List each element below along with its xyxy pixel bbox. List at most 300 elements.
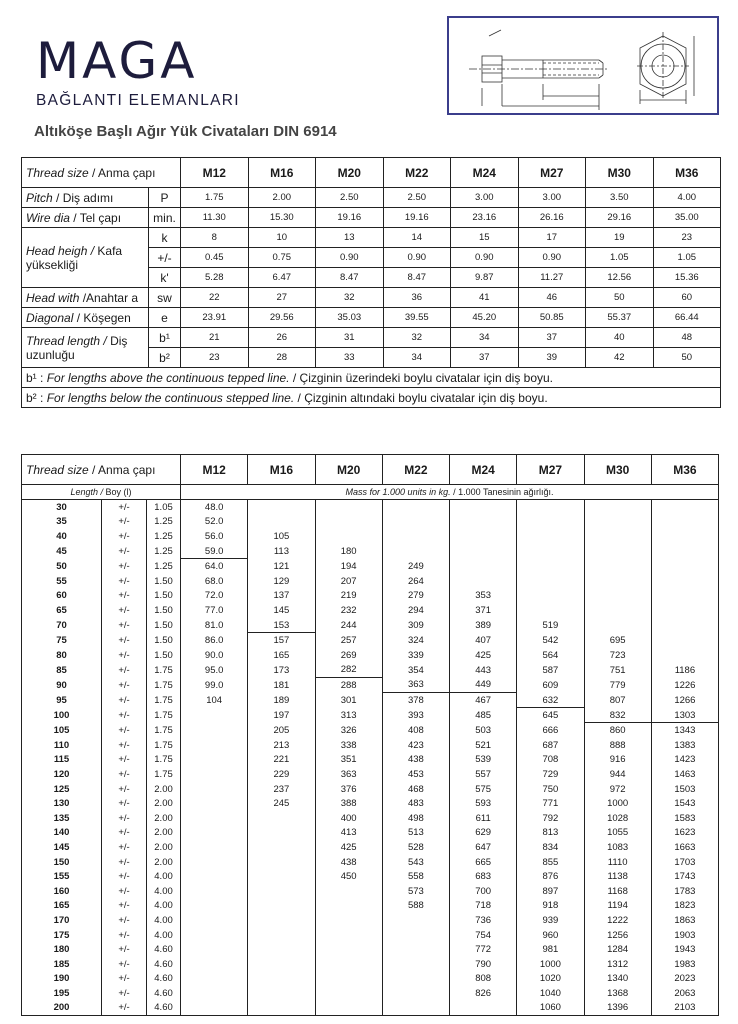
mass-value: 59.0 [181, 544, 248, 559]
mass-value [248, 869, 315, 884]
mass-value [248, 811, 315, 826]
mass-value [248, 957, 315, 972]
spec-symbol: k [149, 228, 181, 248]
mass-value: 1020 [517, 972, 584, 987]
mass-value: 1040 [517, 986, 584, 1001]
spec-value: 2.00 [248, 188, 316, 208]
length-value: 180 [22, 942, 102, 957]
spec-value: 15 [451, 228, 519, 248]
mass-value: 438 [382, 753, 449, 768]
mass-value [651, 603, 718, 618]
note-tr: / Çizginin altındaki boylu civatalar için diş boyu. [297, 390, 548, 405]
mass-value [517, 544, 584, 559]
tolerance-sign: +/- [102, 869, 147, 884]
length-value: 185 [22, 957, 102, 972]
mass-value: 1138 [584, 869, 651, 884]
mass-value: 113 [248, 544, 315, 559]
mass-value: 408 [382, 723, 449, 738]
size-header: M30 [584, 455, 651, 485]
mass-value [315, 942, 382, 957]
length-value: 85 [22, 663, 102, 678]
mass-value: 99.0 [181, 678, 248, 693]
tolerance-sign: +/- [102, 767, 147, 782]
note-tr: / Çizginin üzerindeki boylu civatalar için diş boyu. [292, 370, 554, 385]
tolerance-value: 4.60 [147, 942, 181, 957]
spec-value: 32 [383, 328, 451, 348]
mass-value: 593 [450, 796, 517, 811]
spec-value: 8.47 [316, 268, 384, 288]
mass-value: 1256 [584, 928, 651, 943]
mass-value: 1340 [584, 972, 651, 987]
spec-label-tr: Diş uzunluğu [26, 333, 128, 362]
mass-value: 407 [450, 633, 517, 648]
mass-value [584, 529, 651, 544]
spec-value: 0.90 [383, 248, 451, 268]
spec-value: 2.50 [316, 188, 384, 208]
thread-size-en: Thread size [26, 165, 89, 180]
table-row [22, 826, 719, 841]
mass-value: 363 [315, 767, 382, 782]
mass-value: 1543 [651, 796, 718, 811]
mass-value: 449 [450, 678, 517, 693]
mass-value [382, 1001, 449, 1016]
tolerance-value: 1.75 [147, 708, 181, 723]
mass-value [315, 529, 382, 544]
mass-value: 1583 [651, 811, 718, 826]
thread-size-label [22, 158, 181, 188]
mass-value: 363 [382, 678, 449, 693]
spec-label-tr: / Diş adımı [56, 190, 114, 205]
mass-value: 324 [382, 633, 449, 648]
mass-value: 972 [584, 782, 651, 797]
page-title: Altıköşe Başlı Ağır Yük Civataları DIN 6914 [34, 123, 337, 140]
tolerance-sign: +/- [102, 589, 147, 604]
note-key: b¹ : [26, 370, 44, 385]
mass-value: 2103 [651, 1001, 718, 1016]
mass-value [517, 559, 584, 574]
spec-label-en: Thread length / [26, 333, 107, 348]
tolerance-sign: +/- [102, 678, 147, 693]
mass-value [181, 869, 248, 884]
spec-value: 1.05 [586, 248, 654, 268]
mass-value: 723 [584, 648, 651, 663]
spec-value: 1.75 [181, 188, 249, 208]
tolerance-sign: +/- [102, 574, 147, 589]
mass-value [181, 986, 248, 1001]
mass-value [248, 826, 315, 841]
mass-value: 129 [248, 574, 315, 589]
length-value: 30 [22, 500, 102, 515]
mass-label-en: Mass for 1.000 units in kg. [345, 487, 451, 497]
tolerance-value: 4.00 [147, 913, 181, 928]
tolerance-value: 1.75 [147, 693, 181, 708]
mass-value [651, 648, 718, 663]
spec-value: 46 [518, 288, 586, 308]
spec-value: 0.90 [451, 248, 519, 268]
note-en: For lengths below the continuous stepped line. [46, 390, 295, 405]
mass-value: 485 [450, 708, 517, 723]
mass-value: 808 [450, 972, 517, 987]
brand-subtitle: BAĞLANTI ELEMANLARI [36, 92, 240, 109]
mass-value: 708 [517, 753, 584, 768]
mass-value [181, 767, 248, 782]
mass-value: 339 [382, 648, 449, 663]
length-value: 120 [22, 767, 102, 782]
length-value: 150 [22, 855, 102, 870]
spec-row [22, 328, 721, 348]
spec-label-en: Head heigh / [26, 243, 95, 258]
tolerance-value: 1.50 [147, 648, 181, 663]
mass-value: 145 [248, 603, 315, 618]
mass-value: 257 [315, 633, 382, 648]
mass-value: 72.0 [181, 589, 248, 604]
tolerance-sign: +/- [102, 928, 147, 943]
mass-value: 301 [315, 693, 382, 708]
tolerance-value: 1.05 [147, 500, 181, 515]
length-value: 190 [22, 972, 102, 987]
mass-value [382, 957, 449, 972]
mass-label [181, 485, 719, 500]
mass-value [181, 753, 248, 768]
mass-value: 1000 [517, 957, 584, 972]
mass-value: 338 [315, 738, 382, 753]
mass-value [651, 589, 718, 604]
spec-value: 34 [451, 328, 519, 348]
spec-value: 17 [518, 228, 586, 248]
mass-value: 229 [248, 767, 315, 782]
mass-value [651, 633, 718, 648]
mass-label-tr: / 1.000 Tanesinin ağırlığı. [453, 487, 554, 497]
mass-value [181, 855, 248, 870]
size-header: M27 [517, 455, 584, 485]
mass-value: 683 [450, 869, 517, 884]
mass-value: 326 [315, 723, 382, 738]
table-row [22, 678, 719, 693]
tolerance-sign: +/- [102, 972, 147, 987]
mass-value [382, 972, 449, 987]
tolerance-sign: +/- [102, 544, 147, 559]
table-row [22, 957, 719, 972]
mass-value [248, 986, 315, 1001]
mass-value: 1110 [584, 855, 651, 870]
mass-value: 1983 [651, 957, 718, 972]
mass-value: 450 [315, 869, 382, 884]
mass-value: 1343 [651, 723, 718, 738]
mass-value [181, 723, 248, 738]
mass-value [651, 529, 718, 544]
table-row [22, 515, 719, 530]
tolerance-sign: +/- [102, 986, 147, 1001]
mass-value [315, 884, 382, 899]
tolerance-sign: +/- [102, 855, 147, 870]
mass-value [584, 559, 651, 574]
brand-name: MAGA [36, 32, 198, 90]
mass-value [517, 515, 584, 530]
mass-value: 813 [517, 826, 584, 841]
mass-value: 629 [450, 826, 517, 841]
mass-value [315, 957, 382, 972]
spec-value: 37 [451, 348, 519, 368]
mass-value [181, 957, 248, 972]
mass-value: 587 [517, 663, 584, 678]
mass-value: 498 [382, 811, 449, 826]
mass-value: 2063 [651, 986, 718, 1001]
mass-value: 771 [517, 796, 584, 811]
length-value: 165 [22, 899, 102, 914]
mass-value [450, 574, 517, 589]
mass-value: 790 [450, 957, 517, 972]
spec-label [22, 288, 149, 308]
tolerance-value: 1.25 [147, 559, 181, 574]
mass-value: 56.0 [181, 529, 248, 544]
table-row [22, 840, 719, 855]
length-value: 110 [22, 738, 102, 753]
spec-value: 0.45 [181, 248, 249, 268]
mass-value: 1083 [584, 840, 651, 855]
table-row [22, 899, 719, 914]
tolerance-sign: +/- [102, 942, 147, 957]
mass-value [181, 811, 248, 826]
mass-value: 180 [315, 544, 382, 559]
tolerance-value: 4.00 [147, 928, 181, 943]
length-value: 35 [22, 515, 102, 530]
tolerance-sign: +/- [102, 663, 147, 678]
mass-value [181, 796, 248, 811]
length-value: 60 [22, 589, 102, 604]
mass-value: 981 [517, 942, 584, 957]
mass-value: 1168 [584, 884, 651, 899]
tolerance-sign: +/- [102, 708, 147, 723]
spec-value: 22 [181, 288, 249, 308]
mass-value: 1463 [651, 767, 718, 782]
note-en: For lengths above the continuous tepped line. [46, 370, 290, 385]
size-header: M12 [181, 455, 248, 485]
mass-value: 944 [584, 767, 651, 782]
tolerance-sign: +/- [102, 515, 147, 530]
spec-value: 50 [653, 348, 721, 368]
mass-value: 378 [382, 693, 449, 708]
mass-value [382, 529, 449, 544]
size-header: M27 [518, 158, 586, 188]
mass-value: 294 [382, 603, 449, 618]
spec-label-tr: /Anahtar a [82, 290, 139, 305]
tolerance-sign: +/- [102, 723, 147, 738]
spec-value: 0.90 [316, 248, 384, 268]
mass-value: 528 [382, 840, 449, 855]
spec-value: 15.30 [248, 208, 316, 228]
tolerance-value: 1.50 [147, 633, 181, 648]
tolerance-sign: +/- [102, 559, 147, 574]
mass-value: 137 [248, 589, 315, 604]
length-value: 40 [22, 529, 102, 544]
mass-value: 104 [181, 693, 248, 708]
mass-value [382, 515, 449, 530]
mass-value [450, 515, 517, 530]
spec-label-en: Head with [26, 290, 80, 305]
mass-value: 219 [315, 589, 382, 604]
mass-value [315, 1001, 382, 1016]
size-header: M22 [383, 158, 451, 188]
spec-header-row [22, 158, 721, 188]
tolerance-sign: +/- [102, 648, 147, 663]
mass-value [181, 738, 248, 753]
length-value: 45 [22, 544, 102, 559]
spec-label [22, 188, 149, 208]
mass-value: 1368 [584, 986, 651, 1001]
mass-value: 1028 [584, 811, 651, 826]
tolerance-value: 1.75 [147, 678, 181, 693]
mass-value: 269 [315, 648, 382, 663]
tolerance-sign: +/- [102, 826, 147, 841]
mass-value: 181 [248, 678, 315, 693]
mass-value: 609 [517, 678, 584, 693]
spec-value: 50.85 [518, 308, 586, 328]
mass-value: 205 [248, 723, 315, 738]
tolerance-sign: +/- [102, 796, 147, 811]
mass-value: 1783 [651, 884, 718, 899]
tolerance-sign: +/- [102, 693, 147, 708]
mass-value [382, 544, 449, 559]
mass-value: 1703 [651, 855, 718, 870]
spec-value: 32 [316, 288, 384, 308]
mass-value [315, 986, 382, 1001]
mass-value [248, 899, 315, 914]
spec-label [22, 308, 149, 328]
mass-value [181, 1001, 248, 1016]
mass-value: 157 [248, 633, 315, 648]
mass-value: 792 [517, 811, 584, 826]
size-header: M24 [451, 158, 519, 188]
spec-value: 35.00 [653, 208, 721, 228]
mass-value: 389 [450, 618, 517, 633]
length-label [22, 485, 181, 500]
tolerance-value: 1.25 [147, 529, 181, 544]
thread-size-label [22, 455, 181, 485]
mass-value: 588 [382, 899, 449, 914]
bolt-drawing-svg [449, 18, 717, 113]
mass-value: 1396 [584, 1001, 651, 1016]
spec-value: 26 [248, 328, 316, 348]
tolerance-sign: +/- [102, 633, 147, 648]
spec-symbol: b¹ [149, 328, 181, 348]
mass-subheader-row [22, 485, 719, 500]
spec-table [21, 157, 721, 408]
spec-label [22, 208, 149, 228]
tolerance-value: 1.50 [147, 589, 181, 604]
spec-value: 15.36 [653, 268, 721, 288]
mass-value: 807 [584, 693, 651, 708]
mass-value: 1222 [584, 913, 651, 928]
mass-value [181, 942, 248, 957]
length-value: 75 [22, 633, 102, 648]
spec-row [22, 288, 721, 308]
mass-value: 309 [382, 618, 449, 633]
mass-value: 354 [382, 663, 449, 678]
tolerance-value: 1.50 [147, 574, 181, 589]
mass-value: 244 [315, 618, 382, 633]
mass-value [450, 544, 517, 559]
tolerance-value: 1.75 [147, 738, 181, 753]
mass-value: 751 [584, 663, 651, 678]
tolerance-sign: +/- [102, 753, 147, 768]
spec-value: 40 [586, 328, 654, 348]
table-row [22, 529, 719, 544]
mass-value: 232 [315, 603, 382, 618]
mass-value: 86.0 [181, 633, 248, 648]
spec-row [22, 188, 721, 208]
mass-value: 64.0 [181, 559, 248, 574]
mass-value: 2023 [651, 972, 718, 987]
table-row [22, 693, 719, 708]
table-row [22, 633, 719, 648]
size-header: M16 [248, 455, 315, 485]
tolerance-sign: +/- [102, 603, 147, 618]
spec-value: 6.47 [248, 268, 316, 288]
tolerance-value: 2.00 [147, 840, 181, 855]
mass-value [651, 574, 718, 589]
tolerance-value: 1.50 [147, 618, 181, 633]
mass-value: 443 [450, 663, 517, 678]
mass-value: 207 [315, 574, 382, 589]
length-value: 65 [22, 603, 102, 618]
spec-value: 10 [248, 228, 316, 248]
brand-logo [36, 32, 240, 110]
table-row [22, 928, 719, 943]
mass-value [248, 942, 315, 957]
mass-value: 750 [517, 782, 584, 797]
tolerance-sign: +/- [102, 738, 147, 753]
tolerance-sign: +/- [102, 899, 147, 914]
length-value: 145 [22, 840, 102, 855]
spec-value: 45.20 [451, 308, 519, 328]
mass-value: 95.0 [181, 663, 248, 678]
mass-value: 400 [315, 811, 382, 826]
table-row [22, 986, 719, 1001]
table-row [22, 1001, 719, 1016]
mass-value: 393 [382, 708, 449, 723]
table-row [22, 869, 719, 884]
table-row [22, 544, 719, 559]
mass-value: 736 [450, 913, 517, 928]
mass-value: 81.0 [181, 618, 248, 633]
mass-value: 834 [517, 840, 584, 855]
spec-value: 8.47 [383, 268, 451, 288]
spec-value: 14 [383, 228, 451, 248]
mass-value: 52.0 [181, 515, 248, 530]
length-label-en: Length / [70, 487, 104, 497]
spec-value: 11.30 [181, 208, 249, 228]
spec-value: 3.00 [518, 188, 586, 208]
length-label-tr: Boy (l) [105, 487, 132, 497]
spec-label [22, 328, 149, 368]
length-value: 95 [22, 693, 102, 708]
size-header: M36 [653, 158, 721, 188]
length-value: 90 [22, 678, 102, 693]
mass-value [181, 972, 248, 987]
mass-value [181, 913, 248, 928]
table-row [22, 738, 719, 753]
spec-value: 36 [383, 288, 451, 308]
tolerance-value: 1.25 [147, 515, 181, 530]
mass-value: 729 [517, 767, 584, 782]
mass-value: 468 [382, 782, 449, 797]
tolerance-value: 4.60 [147, 957, 181, 972]
table-row [22, 589, 719, 604]
thread-size-tr: / Anma çapı [92, 165, 156, 180]
length-value: 155 [22, 869, 102, 884]
spec-value: 3.00 [451, 188, 519, 208]
mass-value: 543 [382, 855, 449, 870]
